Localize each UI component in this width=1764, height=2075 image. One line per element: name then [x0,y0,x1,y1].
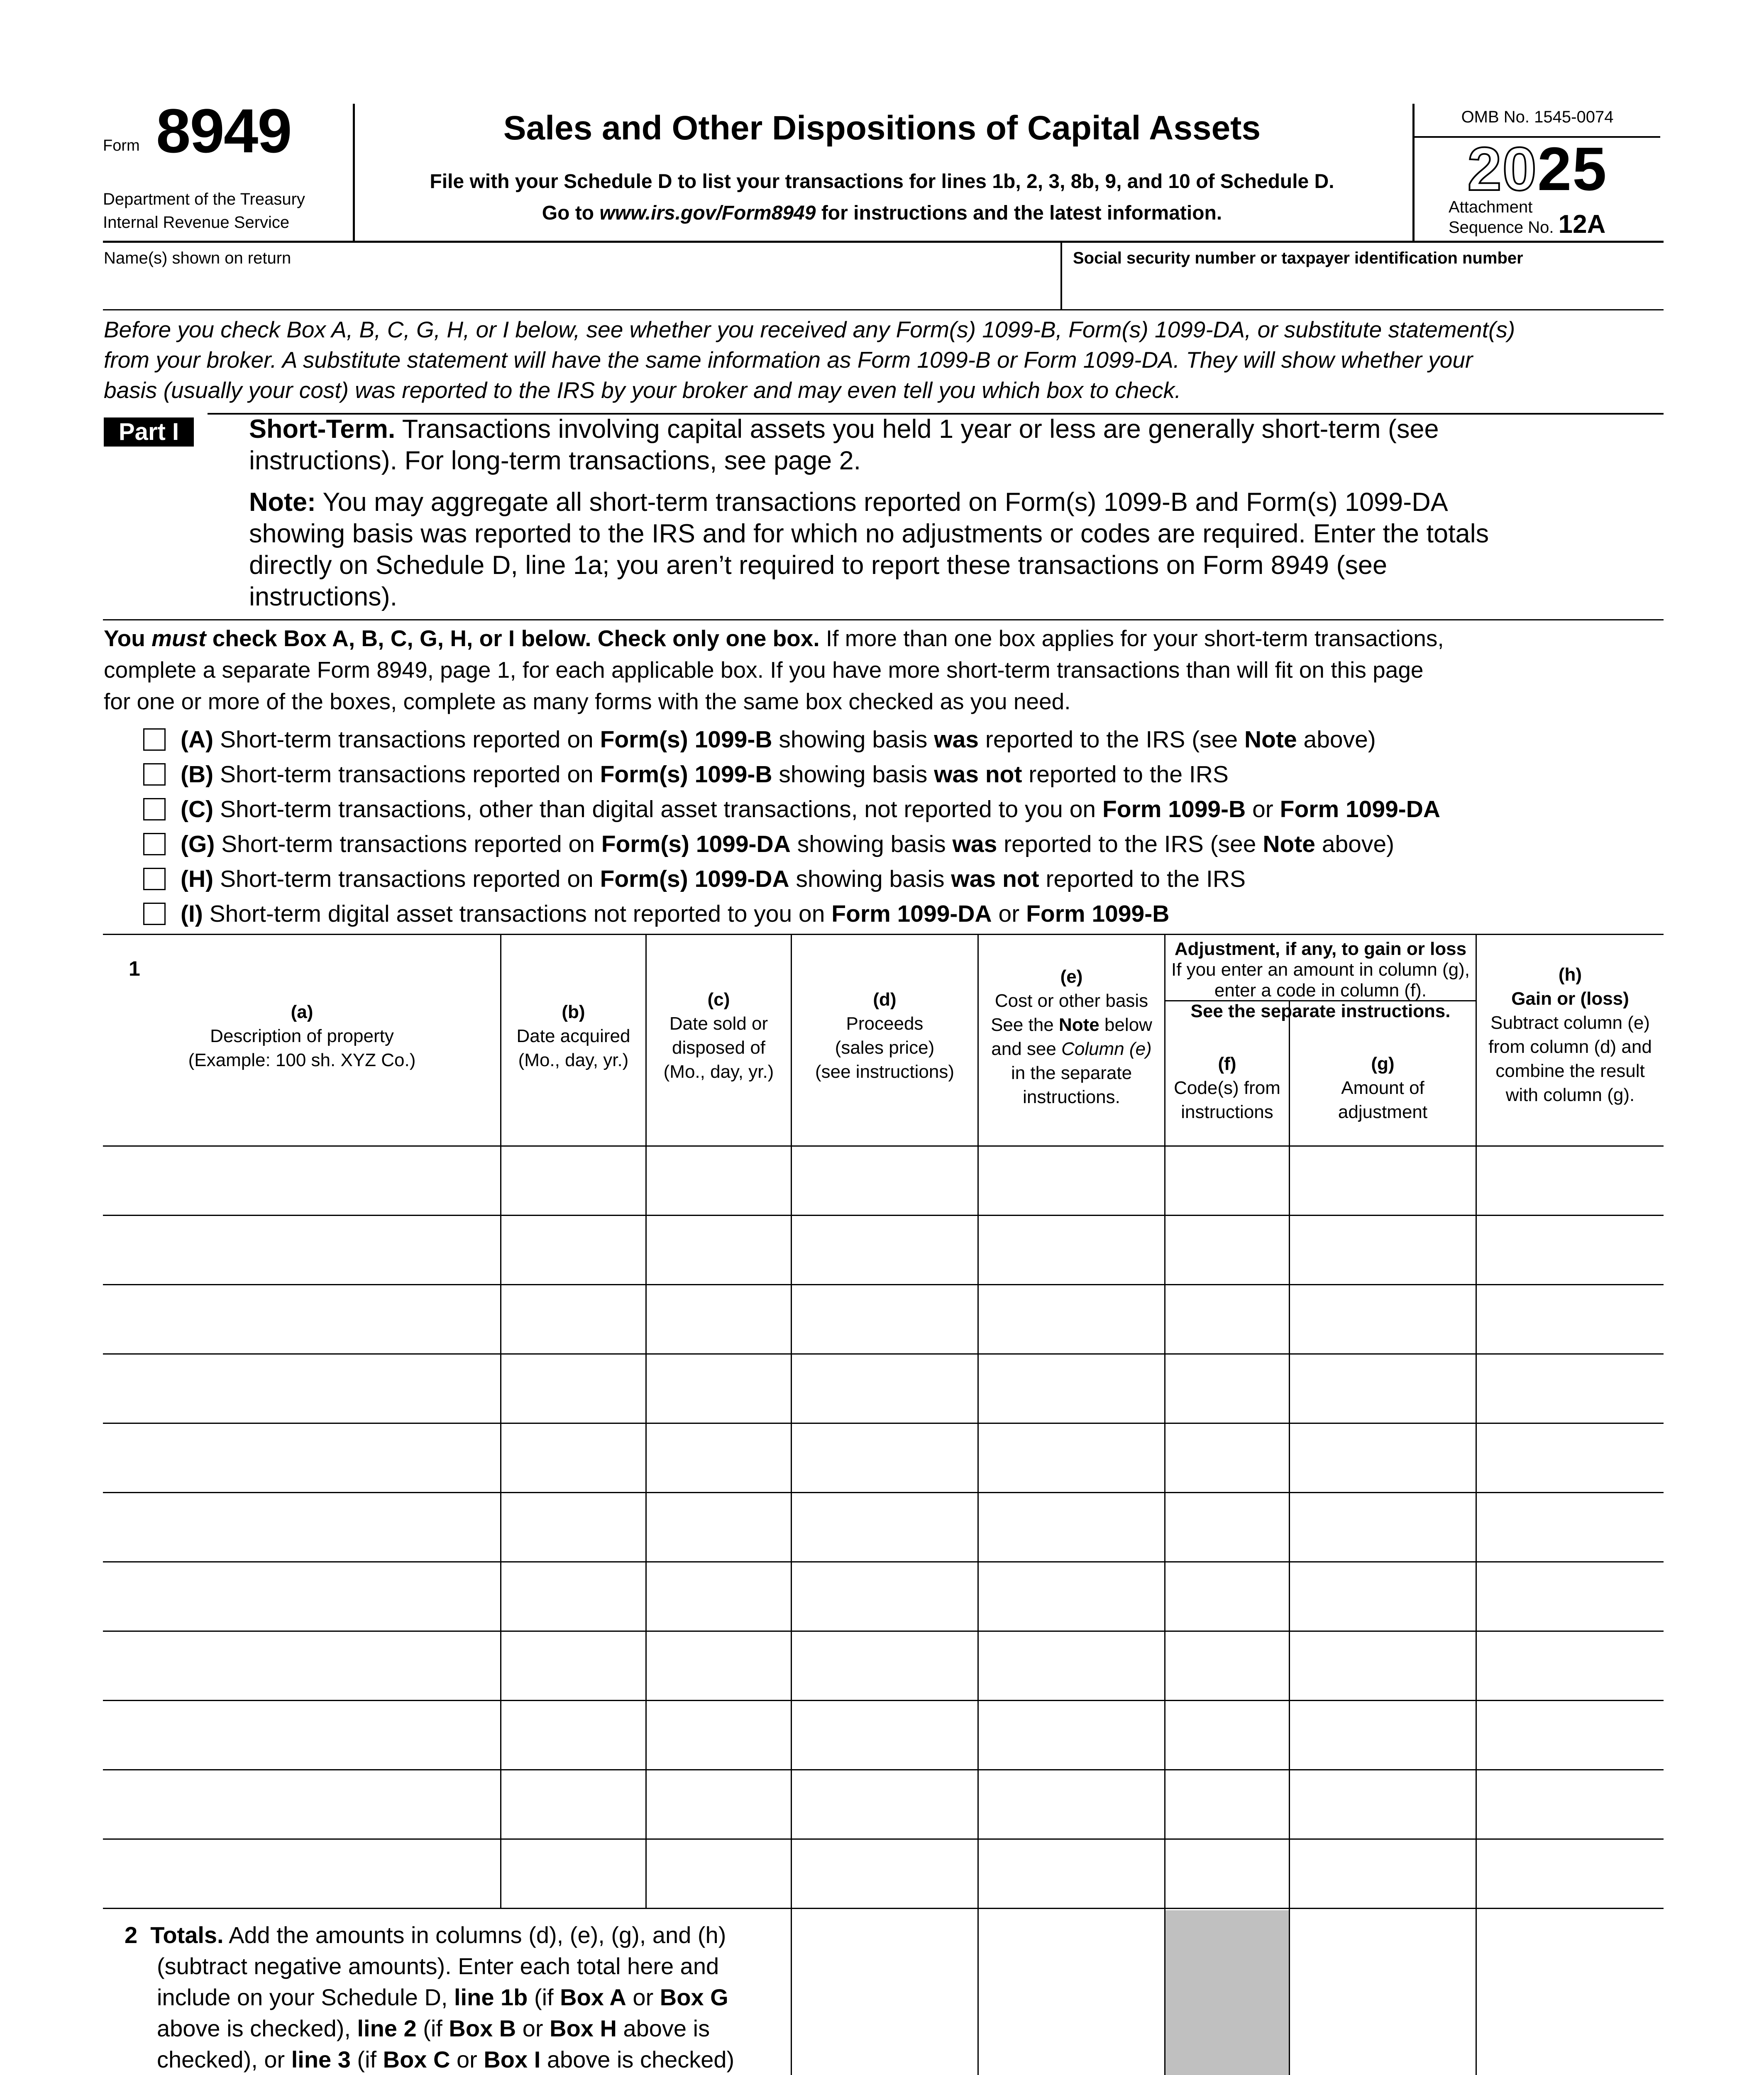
row-cell-h[interactable] [1477,1632,1664,1700]
colhead-g: (g) Amount of adjustment [1338,1054,1428,1122]
row-cell-g[interactable] [1290,1355,1476,1423]
table-row [0,1216,1764,1285]
row-cell-h[interactable] [1477,1424,1664,1492]
row-cell-d[interactable] [792,1701,977,1769]
checkbox-b[interactable] [143,763,166,786]
row-cell-d[interactable] [792,1632,977,1700]
checkbox-a[interactable] [143,728,166,751]
subtitle-line2: Go to www.irs.gov/Form8949 for instructions and the latest information. [542,202,1222,224]
row-cell-a[interactable] [104,1216,500,1284]
box-option-i: (I) Short-term digital asset transactions not reported to you on Form 1099-DA or Form 1099-B [143,896,1440,931]
row-cell-d[interactable] [792,1840,977,1908]
row-cell-d[interactable] [792,1493,977,1561]
row-cell-b[interactable] [501,1147,645,1215]
row-cell-f[interactable] [1165,1424,1289,1492]
name-bottom-rule [103,309,1664,310]
row-cell-h[interactable] [1477,1216,1664,1284]
row-cell-b[interactable] [501,1701,645,1769]
must-line3: for one or more of the boxes, complete as many forms with the same box checked as you need. [104,688,1071,714]
table-top-rule [103,934,1664,935]
checkbox-i[interactable] [143,903,166,925]
row-cell-g[interactable] [1290,1147,1476,1215]
name-field[interactable] [104,270,1058,307]
row-cell-f[interactable] [1165,1562,1289,1631]
table-row [0,1147,1764,1216]
colhead-f: (f) Code(s) from instructions [1174,1054,1280,1122]
row-cell-c[interactable] [647,1770,791,1838]
colhead-h: (h) Gain or (loss) Subtract column (e) from column (d) and combine the result with column (g). [1488,964,1652,1105]
row-cell-e[interactable] [979,1840,1164,1908]
row-cell-e[interactable] [979,1285,1164,1353]
row-cell-e[interactable] [979,1147,1164,1215]
row-cell-g[interactable] [1290,1216,1476,1284]
row-cell-e[interactable] [979,1355,1164,1423]
box-options [143,722,1440,931]
row-cell-a[interactable] [104,1147,500,1215]
form-id-block [103,96,352,241]
row-cell-d[interactable] [792,1285,977,1353]
tax-year: 2025 [1467,135,1608,203]
row-cell-b[interactable] [501,1216,645,1284]
row-cell-c[interactable] [647,1701,791,1769]
row-cell-d[interactable] [792,1147,977,1215]
totals-g-field[interactable] [1290,1910,1476,2075]
row-cell-f[interactable] [1165,1701,1289,1769]
row-cell-e[interactable] [979,1632,1164,1700]
colhead-b: (b) Date acquired (Mo., day, yr.) [516,1002,630,1070]
row-cell-a[interactable] [104,1424,500,1492]
colhead-a: (a) Description of property (Example: 100 sh. XYZ Co.) [188,1002,416,1070]
row-cell-h[interactable] [1477,1562,1664,1631]
row-cell-f[interactable] [1165,1632,1289,1700]
row-cell-a[interactable] [104,1355,500,1423]
row-cell-d[interactable] [792,1562,977,1631]
name-ssn-divider [1060,243,1062,309]
department-line2: Internal Revenue Service [103,213,290,232]
form-title: Sales and Other Dispositions of Capital Assets [503,109,1261,147]
row-cell-d[interactable] [792,1216,977,1284]
totals-d-field[interactable] [792,1910,977,2075]
row-cell-b[interactable] [501,1840,645,1908]
row-cell-g[interactable] [1290,1840,1476,1908]
header-bottom-rule [103,241,1664,243]
table-row [0,1840,1764,1909]
row-cell-f[interactable] [1165,1355,1289,1423]
row-cell-f[interactable] [1165,1216,1289,1284]
row-cell-c[interactable] [647,1355,791,1423]
table-row [0,1632,1764,1701]
form-word: Form [103,137,140,154]
row-cell-e[interactable] [979,1701,1164,1769]
row-cell-h[interactable] [1477,1147,1664,1215]
part1-note-line4: instructions). [249,582,398,611]
line1-number: 1 [129,957,140,980]
colhead-adjustment: Adjustment, if any, to gain or loss If you enter an amount in column (g), enter a code in column (f). See the separate instructions. [1171,939,1470,1021]
row-cell-b[interactable] [501,1424,645,1492]
row-cell-a[interactable] [104,1701,500,1769]
row-cell-a[interactable] [104,1493,500,1561]
checkbox-h[interactable] [143,868,166,890]
row-cell-f[interactable] [1165,1493,1289,1561]
name-label: Name(s) shown on return [104,249,291,267]
row-cell-a[interactable] [104,1770,500,1838]
colhead-d: (d) Proceeds (sales price) (see instructions) [815,989,954,1082]
row-cell-h[interactable] [1477,1840,1664,1908]
row-cell-b[interactable] [501,1493,645,1561]
table-row [0,1424,1764,1493]
row-cell-g[interactable] [1290,1285,1476,1353]
totals-f-shaded [1165,1910,1289,2075]
table-row [0,1562,1764,1632]
row-cell-d[interactable] [792,1770,977,1838]
part1-note-line1: Note: You may aggregate all short-term transactions reported on Form(s) 1099-B and Form(s) 1099-DA [249,488,1448,517]
row-cell-a[interactable] [104,1285,500,1353]
intro-line3: basis (usually your cost) was reported to the IRS by your broker and may even tell you which box to check. [104,377,1181,403]
totals-h-field[interactable] [1477,1910,1664,2075]
row-cell-f[interactable] [1165,1770,1289,1838]
form-number: 8949 [156,96,291,166]
row-cell-h[interactable] [1477,1701,1664,1769]
row-cell-b[interactable] [501,1632,645,1700]
row-cell-c[interactable] [647,1424,791,1492]
checkbox-c[interactable] [143,798,166,820]
row-cell-g[interactable] [1290,1562,1476,1631]
row-cell-a[interactable] [104,1632,500,1700]
must-top-rule [103,619,1664,620]
row-cell-g[interactable] [1290,1424,1476,1492]
row-cell-d[interactable] [792,1424,977,1492]
department-line1: Department of the Treasury [103,190,305,208]
row-cell-e[interactable] [979,1770,1164,1838]
instructions-link[interactable]: www.irs.gov/Form8949 [599,202,816,224]
checkbox-g[interactable] [143,833,166,855]
part1-line2: instructions). For long-term transactions, see page 2. [249,446,861,475]
row-cell-h[interactable] [1477,1770,1664,1838]
sequence-number: Sequence No. 12A [1449,210,1606,239]
row-cell-a[interactable] [104,1840,500,1908]
must-line1: You must check Box A, B, C, G, H, or I below. Check only one box. If more than one box applies for your short-term transactions, [104,625,1444,651]
row-cell-a[interactable] [104,1562,500,1631]
part1-line1: Short-Term. Transactions involving capital assets you held 1 year or less are generally short-term (see [249,415,1439,444]
row-cell-f[interactable] [1165,1147,1289,1215]
subtitle-line1: File with your Schedule D to list your transactions for lines 1b, 2, 3, 8b, 9, and 10 of Schedule D. [430,171,1334,193]
table-row [0,1770,1764,1840]
row-cell-d[interactable] [792,1355,977,1423]
row-cell-g[interactable] [1290,1770,1476,1838]
row-cell-c[interactable] [647,1840,791,1908]
row-cell-c[interactable] [647,1285,791,1353]
row-cell-c[interactable] [647,1493,791,1561]
part1-note-line3: directly on Schedule D, line 1a; you aren’t required to report these transactions on Form 8949 (see [249,551,1388,580]
table-row [0,1355,1764,1424]
row-cell-h[interactable] [1477,1493,1664,1561]
must-line2: complete a separate Form 8949, page 1, for each applicable box. If you have more short-term transactions than will fit on this page [104,657,1424,683]
row-cell-g[interactable] [1290,1701,1476,1769]
table-row [0,1493,1764,1562]
colhead-c: (c) Date sold or disposed of (Mo., day, yr.) [663,989,774,1082]
intro-line2: from your broker. A substitute statement will have the same information as Form 1099-B or Form 1099-DA. They will show whether your [104,347,1473,373]
row-cell-h[interactable] [1477,1285,1664,1353]
row-cell-b[interactable] [501,1285,645,1353]
row-cell-f[interactable] [1165,1285,1289,1353]
part1-note-line2: showing basis was reported to the IRS and for which no adjustments or codes are required. Enter the totals [249,519,1489,548]
omb-number: OMB No. 1545-0074 [1461,108,1614,126]
box-option-h: (H) Short-term transactions reported on Form(s) 1099-DA showing basis was not reported to the IRS [143,862,1440,896]
row-cell-g[interactable] [1290,1493,1476,1561]
row-cell-c[interactable] [647,1147,791,1215]
box-option-a: (A) Short-term transactions reported on Form(s) 1099-B showing basis was reported to the IRS (see Note above) [143,722,1440,757]
row-cell-h[interactable] [1477,1355,1664,1423]
row-cell-b[interactable] [501,1562,645,1631]
row-cell-b[interactable] [501,1355,645,1423]
table-row [0,1701,1764,1770]
row-cell-e[interactable] [979,1562,1164,1631]
totals-text: 2 Totals. Add the amounts in columns (d), (e), (g), and (h) (subtract negative amounts). Enter each total here and include on your Schedule D, line 1b (if Box A or Box G above is checked), line 2 (if Box B or Box H above is checked), or line 3 (if Box C or Box I above is checked) [125,1922,735,2073]
box-option-b: (B) Short-term transactions reported on Form(s) 1099-B showing basis was not reported to the IRS [143,757,1440,792]
row-cell-e[interactable] [979,1493,1164,1561]
row-cell-g[interactable] [1290,1632,1476,1700]
attachment-label: Attachment [1449,198,1533,216]
row-cell-b[interactable] [501,1770,645,1838]
ssn-field[interactable] [1073,270,1662,307]
row-cell-c[interactable] [647,1632,791,1700]
box-option-c: (C) Short-term transactions, other than digital asset transactions, not reported to you on Form 1099-B or Form 1099-DA [143,792,1440,827]
box-option-g: (G) Short-term transactions reported on Form(s) 1099-DA showing basis was reported to the IRS (see Note above) [143,827,1440,862]
colhead-e: (e) Cost or other basis See the Note below and see Column (e) in the separate instructions. [991,967,1152,1107]
ssn-label: Social security number or taxpayer identification number [1073,249,1523,267]
row-cell-c[interactable] [647,1216,791,1284]
row-cell-f[interactable] [1165,1840,1289,1908]
totals-e-field[interactable] [979,1910,1164,2075]
part1-badge: Part I [104,417,194,447]
row-cell-e[interactable] [979,1424,1164,1492]
intro-line1: Before you check Box A, B, C, G, H, or I below, see whether you received any Form(s) 1099-B, Form(s) 1099-DA, or substitute statement(s) [104,317,1515,342]
table-row [0,1285,1764,1355]
row-cell-e[interactable] [979,1216,1164,1284]
row-cell-c[interactable] [647,1562,791,1631]
